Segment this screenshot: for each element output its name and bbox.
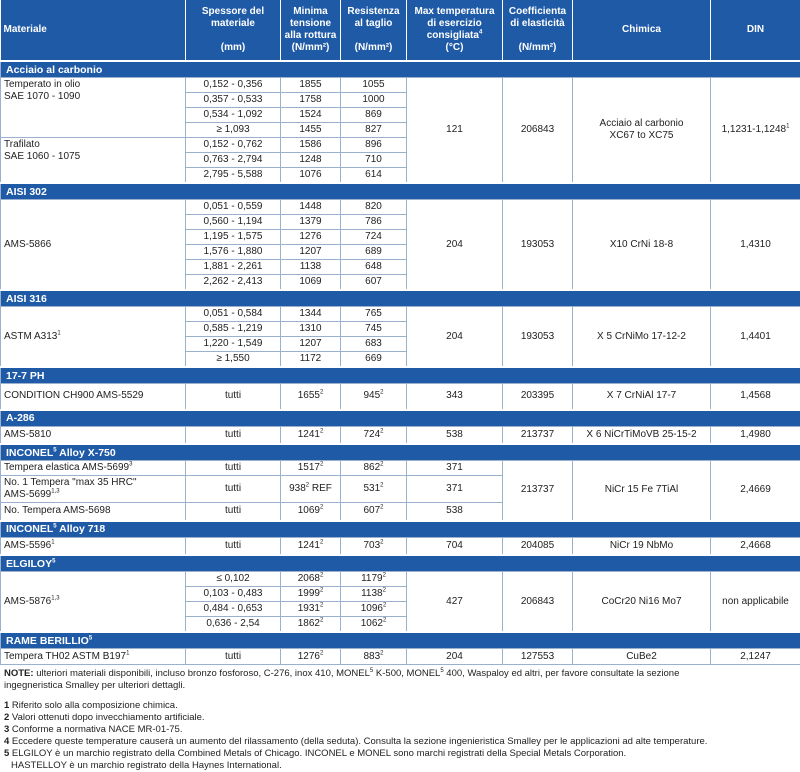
- table-row: 0,357 - 0,533 1758 1000: [1, 93, 800, 108]
- table-row: 2,795 - 5,588 1076 614: [1, 168, 800, 184]
- header-taglio: Resistenza al taglio (N/mm²): [341, 0, 407, 61]
- table-row: AMS-5866 0,051 - 0,559 1448 820 204 193053 X10 CrNi 18-8 1,4310: [1, 200, 800, 215]
- footnote-2: 2 Valori ottenuti dopo invecchiamento artificiale.: [4, 712, 796, 724]
- table-row: No. Tempera AMS-5698 tutti 1069$^2$ $607^2$ 538: [1, 503, 800, 521]
- table-row: No. 1 Tempera "max 35 HRC" AMS-5699$^{1,3}$ tutti $938^2$ REF $531^2$ 371: [1, 476, 800, 503]
- section-header: INCONEL$^5$ Alloy X-750: [1, 444, 800, 461]
- table-row: 0,636 - 2,54 1862$^2$ 1062$^2$: [1, 617, 800, 633]
- section-header: ELGILOY$^5$: [1, 555, 800, 572]
- header-spessore: Spessore del materiale (mm): [186, 0, 281, 61]
- table-row: 1,195 - 1,575 1276 724: [1, 230, 800, 245]
- footnote-1: 1 Riferito solo alla composizione chimica.: [4, 700, 796, 712]
- section-header: RAME BERILLIO$^5$: [1, 632, 800, 649]
- table-row: Trafilato SAE 1060 - 1075 0,152 - 0,762 1586 896: [1, 138, 800, 153]
- table-row: 0,484 - 0,653 1931$^2$ 1096$^2$: [1, 602, 800, 617]
- table-row: 0,534 - 1,092 1524 869: [1, 108, 800, 123]
- footnote-4: 4 Eccedere queste temperature causerà un aumento del rilassamento (della seduta). Consulta la sezione ingenieristica Smalley per le applicazioni ad alte temperature.: [4, 736, 796, 748]
- table-row: 0,763 - 2,794 1248 710: [1, 153, 800, 168]
- table-row: 1,881 - 2,261 1138 648: [1, 260, 800, 275]
- section-header: INCONEL$^5$ Alloy 718: [1, 521, 800, 538]
- section-header: AISI 316: [1, 290, 800, 307]
- table-row: Tempera elastica AMS-5699$^3$ tutti 1517$^2$ $862^2$ 371 213737 NiCr 15 Fe 7TiAl 2,4669: [1, 461, 800, 476]
- table-row: Tempera TH02 ASTM $B197^1$ tutti 1276$^2$ $883^2$ 204 127553 CuBe2 2,1247: [1, 649, 800, 665]
- section-header: AISI 302: [1, 183, 800, 200]
- header-row: [1, 0, 800, 61]
- table-row: 1,576 - 1,880 1207 689: [1, 245, 800, 260]
- table-row: 2,262 - 2,413 1069 607: [1, 275, 800, 291]
- din-value: 1,1231-1,1248$^1$: [711, 78, 800, 184]
- material-name: Trafilato SAE 1060 - 1075: [1, 138, 186, 184]
- section-header: A-286: [1, 410, 800, 427]
- footnote-3: 3 Conforme a normativa NACE MR-01-75.: [4, 724, 796, 736]
- section-header: 17-7 PH: [1, 367, 800, 384]
- table-row: 0,103 - 0,483 1999$^2$ 1138$^2$: [1, 587, 800, 602]
- header-chimica: Chimica: [573, 0, 711, 61]
- section-header: Acciaio al carbonio: [1, 61, 800, 78]
- table-row: Temperato in olio SAE 1070 - 1090 0,152 - 0,356 1855 1055 121 206843 Acciaio al carbonio XC67 to XC75 1,1231-1,1248$^1$: [1, 78, 800, 93]
- note-paragraph: NOTE: ulteriori materiali disponibili, incluso bronzo fosforoso, C-276, inox 410, MONEL$^5$ K-500, MONEL$^5$ 400, Waspaloy ed altri, per favore consultate la sezione ingegneristica Smalley per ulteriori dettagli.: [4, 668, 796, 692]
- table-row: ≥ 1,093 1455 827: [1, 123, 800, 138]
- header-elasticita: Coefficienta di elasticità (N/mm²): [503, 0, 573, 61]
- material-name: ASTM $A313^1$: [1, 307, 186, 368]
- table-row: 1,220 - 1,549 1207 683: [1, 337, 800, 352]
- header-materiale: Materiale: [1, 0, 186, 61]
- table-row: 0,560 - 1,194 1379 786: [1, 215, 800, 230]
- table-row: AMS-5810 tutti 1241$^2$ $724^2$ 538 213737 X 6 NiCrTiMoVB 25-15-2 1,4980: [1, 426, 800, 444]
- header-temp: Max temperatura di esercizio consigliata$^4$ (°C): [407, 0, 503, 61]
- header-din: DIN: [711, 0, 800, 61]
- material-name: AMS-5876$^{1,3}$: [1, 572, 186, 633]
- notes-section: [0, 665, 800, 772]
- table-row: AMS-$5876^{1,3}$ ≤ 0,102 2068$^2$ 1179$^2$ 427 206843 CoCr20 Ni16 Mo7 non applicabile: [1, 572, 800, 587]
- material-name: Temperato in olio SAE 1070 - 1090: [1, 78, 186, 138]
- table-row: AMS-5596$^1$ tutti 1241$^2$ $703^2$ 704 204085 NiCr 19 NbMo 2,4668: [1, 537, 800, 555]
- footnote-hastelloy: HASTELLOY è un marchio registrato della Haynes International.: [4, 760, 796, 772]
- table-row: ASTM $A313^1$ 0,051 - 0,584 1344 765 204 193053 X 5 CrNiMo 17-12-2 1,4401: [1, 307, 800, 322]
- table-row: ≥ 1,550 1172 669: [1, 352, 800, 368]
- footnote-5: 5 ELGILOY è un marchio registrato della Combined Metals of Chicago. INCONEL e MONEL sono marchi registrati della Special Metals Corporation.: [4, 748, 796, 760]
- table-row: CONDITION CH900 AMS-5529 tutti 1655$^2$ $945^2$ 343 203395 X 7 CrNiAl 17-7 1,4568: [1, 384, 800, 410]
- table-row: 0,585 - 1,219 1310 745: [1, 322, 800, 337]
- header-tensione: Minima tensione alla rottura (N/mm²): [281, 0, 341, 61]
